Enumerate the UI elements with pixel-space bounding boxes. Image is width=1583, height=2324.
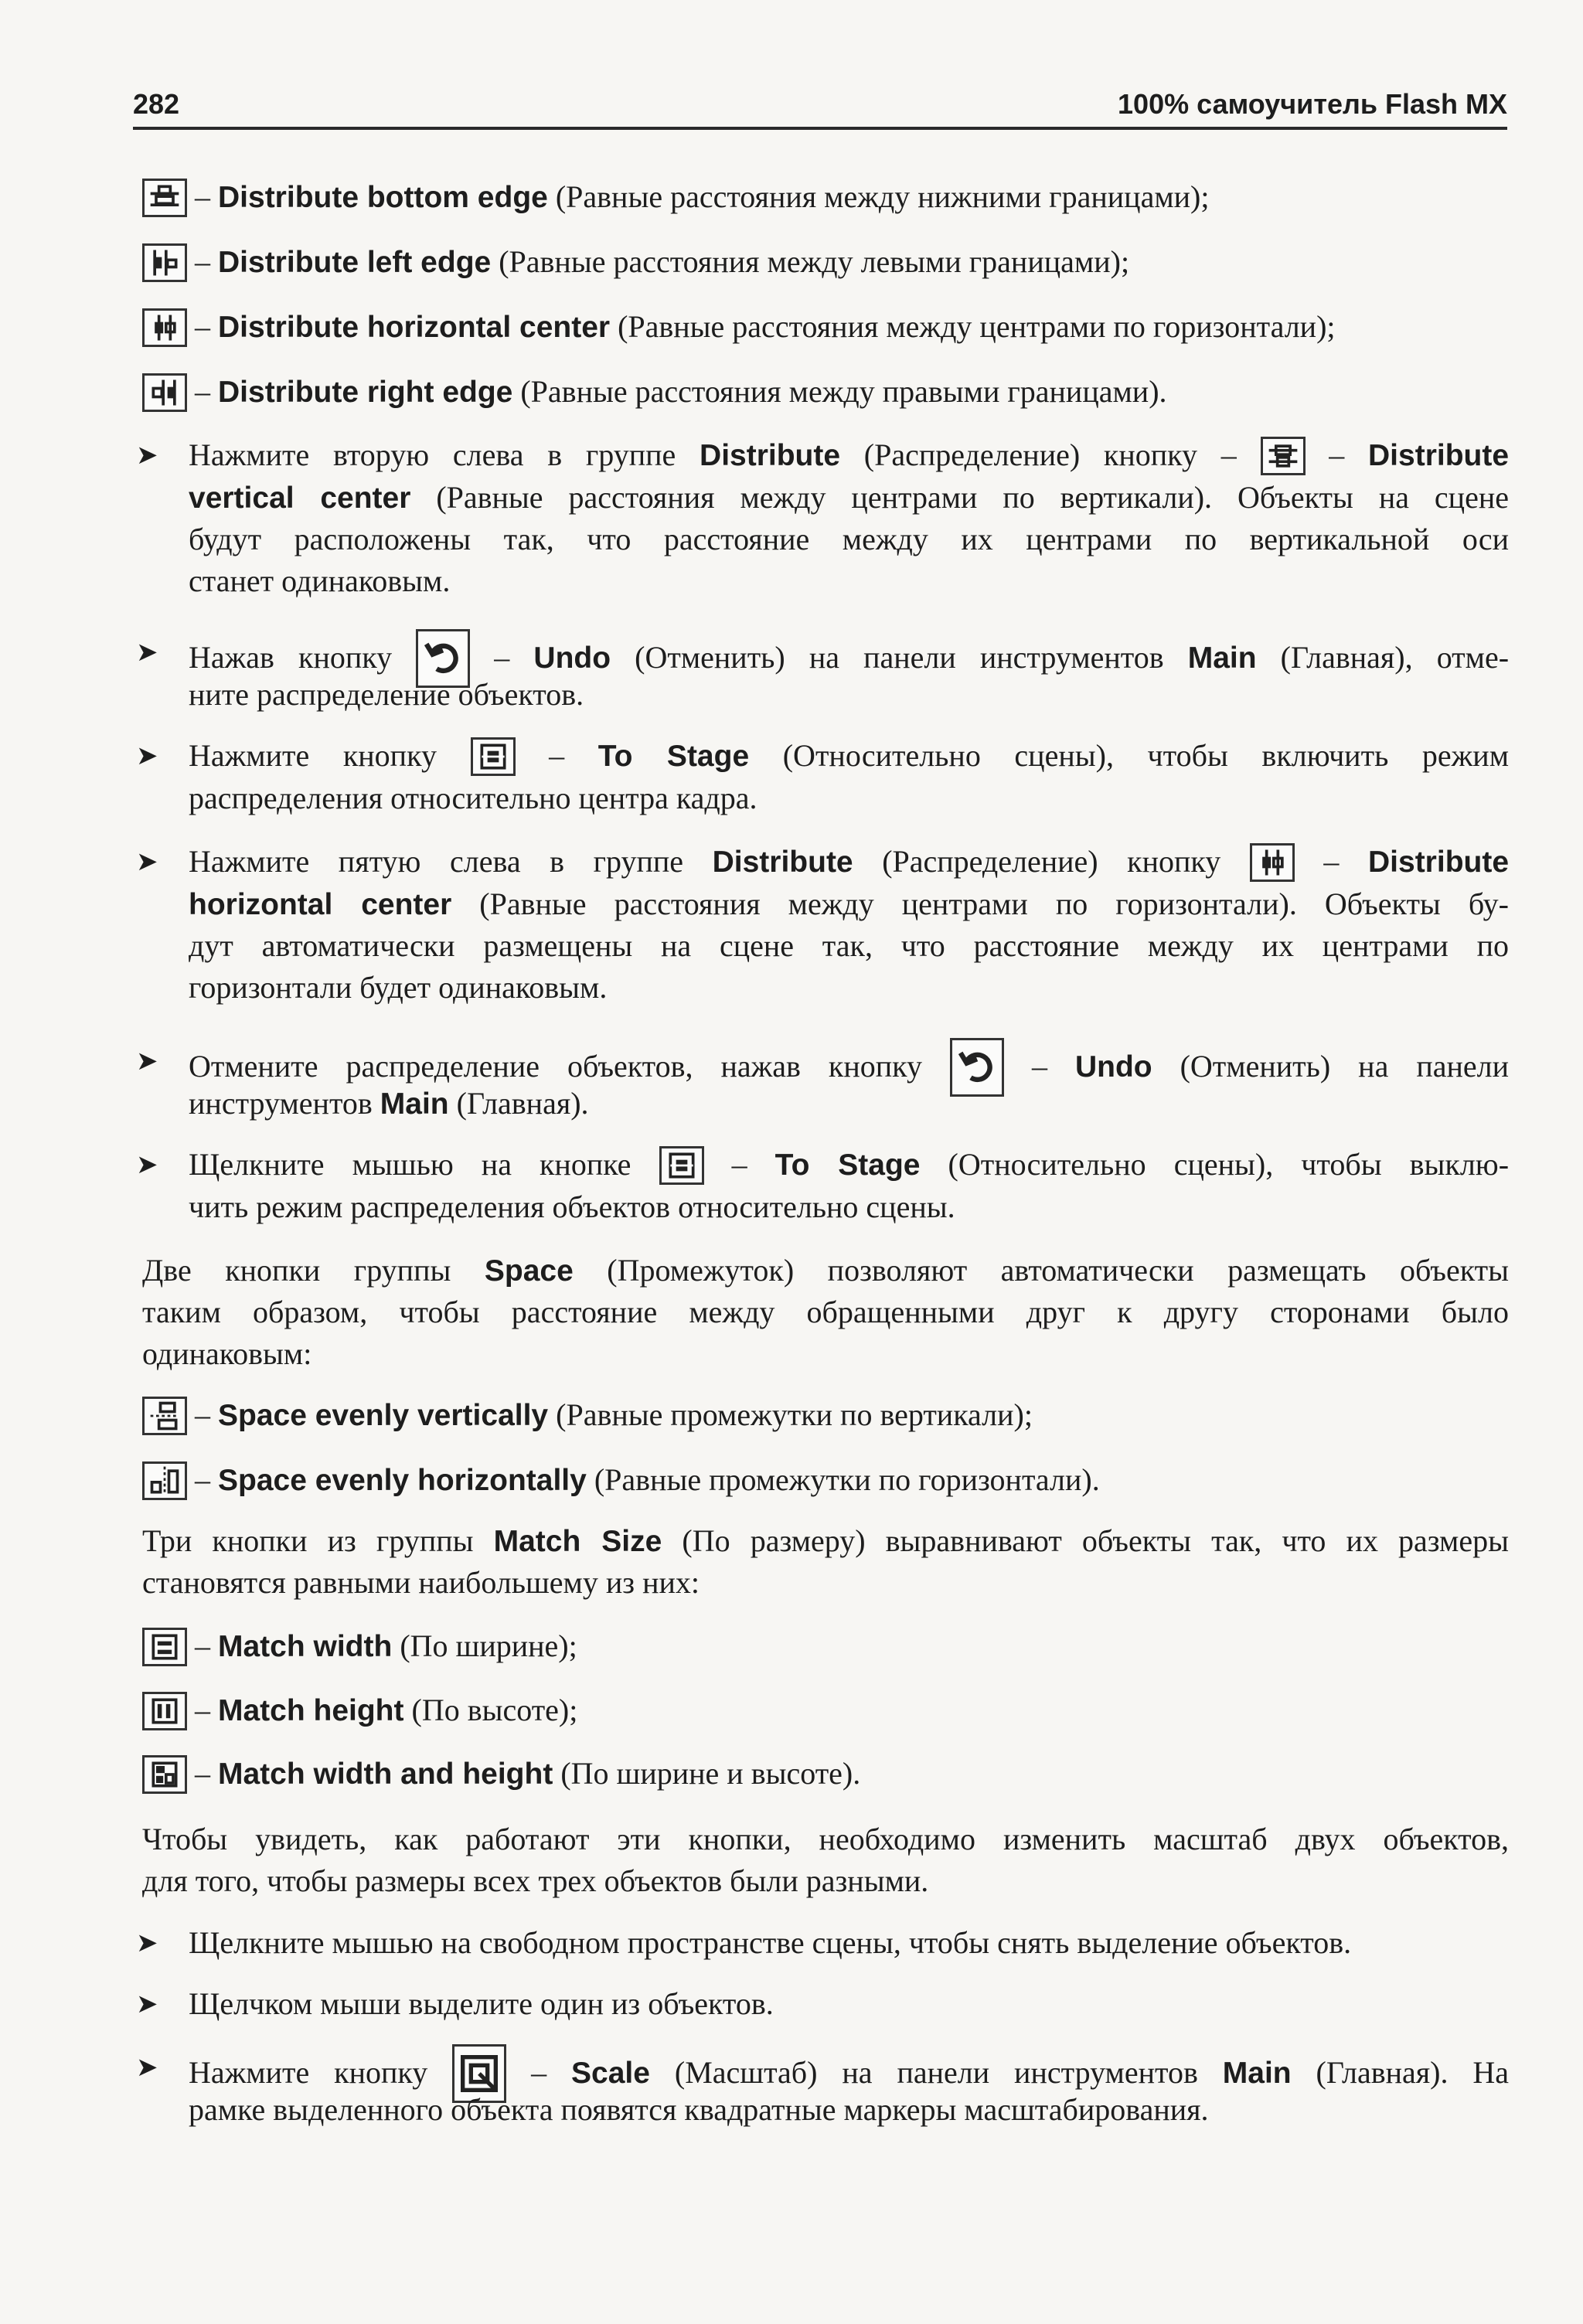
text-run: – xyxy=(1004,1049,1075,1084)
text-run: распределения относительно центра кадра. xyxy=(189,781,757,815)
step-line xyxy=(189,519,1509,560)
text-run: Две кнопки группы xyxy=(142,1253,485,1288)
paragraph-line xyxy=(142,1250,1509,1292)
step-line xyxy=(189,1922,1351,1964)
book-title: 100% самоучитель Flash MX xyxy=(1118,88,1507,120)
text-run: (Равные расстояния между нижними границами); xyxy=(547,179,1210,214)
text-run: (Равные расстояния между центрами по горизонтали). Объекты бу- xyxy=(451,886,1509,921)
text-run: (Равные расстояния между левыми границами); xyxy=(491,244,1130,279)
arrow-bullet-icon: ➤ xyxy=(136,1928,158,1958)
step-line xyxy=(189,735,1509,778)
to-stage-icon xyxy=(659,1146,704,1185)
text-run: ните распределение объектов. xyxy=(189,677,584,712)
text-run: (Равные расстояния между центрами по вертикали). Объекты на сцене xyxy=(410,480,1509,515)
step-line xyxy=(189,674,584,716)
term: Distribute right edge xyxy=(218,376,513,409)
text-run: рамке выделенного объекта появятся квадратные маркеры масштабирования. xyxy=(189,2092,1209,2127)
match-width-height-icon xyxy=(142,1755,187,1794)
text-run: (Главная), отме- xyxy=(1256,640,1510,675)
text-run: Щелкните мышью на кнопке xyxy=(189,1147,659,1182)
term: Distribute bottom edge xyxy=(218,181,548,214)
term: Distribute xyxy=(1368,439,1510,472)
text-run: Нажмите вторую слева в группе xyxy=(189,437,700,472)
term: Distribute left edge xyxy=(218,246,492,279)
text-run: одинаковым: xyxy=(142,1336,312,1371)
term: Match width and height xyxy=(218,1757,553,1791)
paragraph-line xyxy=(142,1291,1509,1333)
text-run: – xyxy=(703,1147,775,1182)
icon-list-item: – Match height (По высоте); xyxy=(142,1689,577,1733)
term: Space xyxy=(484,1254,574,1288)
term: Main xyxy=(380,1087,449,1121)
text-run: (Отменить) на панели xyxy=(1152,1049,1510,1084)
text-run: (Главная). На xyxy=(1291,2055,1510,2091)
icon-list-item: – Space evenly vertically (Равные промежутки по вертикали); xyxy=(142,1394,1033,1438)
text-run: (Относительно сцены), чтобы выклю- xyxy=(920,1147,1510,1182)
term: Space evenly horizontally xyxy=(218,1464,587,1497)
step-line xyxy=(189,1144,1509,1187)
paragraph-line xyxy=(142,1520,1509,1563)
match-height-icon xyxy=(142,1692,187,1730)
icon-list-item: – Space evenly horizontally (Равные промежутки по горизонтали). xyxy=(142,1459,1100,1502)
space-horizontal-icon xyxy=(142,1461,187,1500)
term: Space evenly vertically xyxy=(218,1399,549,1432)
text-run: – xyxy=(515,738,598,773)
step-line xyxy=(189,967,607,1009)
text-run: Чтобы увидеть, как работают эти кнопки, необходимо изменить масштаб двух объектов, xyxy=(142,1822,1509,1856)
arrow-bullet-icon: ➤ xyxy=(136,740,158,771)
step-line xyxy=(189,925,1509,967)
match-width-icon xyxy=(142,1628,187,1666)
text-run: (Главная). xyxy=(448,1086,589,1121)
text-run: (Промежуток) позволяют автоматически размещать объекты xyxy=(573,1253,1510,1288)
undo-icon xyxy=(950,1038,1004,1097)
text-run: (Масштаб) на панели инструментов xyxy=(649,2055,1223,2091)
paragraph-line xyxy=(142,1333,311,1375)
text-run: – xyxy=(506,2055,572,2091)
term: Scale xyxy=(571,2057,650,2091)
page-header xyxy=(133,87,1507,130)
text-run: – xyxy=(1294,844,1368,879)
text-run: – xyxy=(470,640,534,675)
step-line xyxy=(189,841,1509,884)
icon-list-item: – Match width (По ширине); xyxy=(142,1625,577,1669)
term: Undo xyxy=(1074,1050,1152,1084)
term: Match Size xyxy=(493,1525,662,1558)
icon-list-item: – Match width and height (По ширине и высоте). xyxy=(142,1753,860,1796)
step-line xyxy=(189,778,757,819)
term: Distribute horizontal center xyxy=(218,311,611,344)
distribute-vcenter-icon xyxy=(1261,437,1306,475)
text-run: (Распределение) кнопку – xyxy=(840,437,1261,472)
arrow-bullet-icon: ➤ xyxy=(136,1149,158,1180)
text-run: Нажмите кнопку xyxy=(189,2055,453,2091)
term: Distribute xyxy=(1368,846,1510,879)
step-line xyxy=(189,477,1509,519)
text-run: (По высоте); xyxy=(403,1693,578,1727)
step-line xyxy=(189,434,1509,478)
arrow-bullet-icon: ➤ xyxy=(136,1989,158,2019)
step-line xyxy=(189,883,1509,926)
text-run: Отмените распределение объектов, нажав кнопку xyxy=(189,1049,950,1084)
text-run: Три кнопки из группы xyxy=(142,1523,494,1558)
term: To Stage xyxy=(774,1148,921,1182)
text-run: (По ширине и высоте). xyxy=(553,1756,861,1791)
text-run: (Равные промежутки по горизонтали). xyxy=(586,1462,1100,1497)
text-run: (Равные расстояния между правыми границами). xyxy=(512,374,1167,409)
text-run: Нажмите пятую слева в группе xyxy=(189,844,713,879)
text-run: горизонтали будет одинаковым. xyxy=(189,970,608,1005)
icon-list-item: – Distribute left edge (Равные расстояния между левыми границами); xyxy=(142,241,1129,284)
step-line xyxy=(189,1983,774,2025)
distribute-hcenter-icon xyxy=(142,308,187,347)
step-line xyxy=(189,2089,1209,2131)
term: horizontal center xyxy=(189,888,452,921)
text-run: таким образом, чтобы расстояние между обращенными друг к другу сторонами было xyxy=(142,1295,1509,1329)
text-run: будут расположены так, что расстояние между их центрами по вертикальной оси xyxy=(189,522,1509,556)
to-stage-icon xyxy=(471,737,516,776)
term: Match width xyxy=(218,1630,393,1663)
text-run: чить режим распределения объектов относительно сцены. xyxy=(189,1189,955,1224)
distribute-right-icon xyxy=(142,373,187,412)
arrow-bullet-icon: ➤ xyxy=(136,846,158,877)
paragraph-line xyxy=(142,1860,928,1902)
arrow-bullet-icon: ➤ xyxy=(136,440,158,471)
icon-list-item: – Distribute horizontal center (Равные расстояния между центрами по горизонтали); xyxy=(142,306,1336,349)
text-run: Щелкните мышью на свободном пространстве сцены, чтобы снять выделение объектов. xyxy=(189,1925,1352,1960)
text-run: дут автоматически размещены на сцене так, что расстояние между их центрами по xyxy=(189,928,1509,963)
paragraph-line xyxy=(142,1819,1509,1860)
text-run: (Относительно сцены), чтобы включить режим xyxy=(749,738,1510,773)
text-run: Нажав кнопку xyxy=(189,640,417,675)
icon-list-item: – Distribute right edge (Равные расстояния между правыми границами). xyxy=(142,371,1167,414)
arrow-bullet-icon: ➤ xyxy=(136,2052,158,2083)
text-run: (Распределение) кнопку xyxy=(853,844,1250,879)
text-run: (Равные промежутки по вертикали); xyxy=(548,1397,1033,1432)
paragraph-line xyxy=(142,1562,700,1604)
step-line xyxy=(189,560,450,602)
step-line xyxy=(189,1186,955,1228)
term: Main xyxy=(1187,641,1257,675)
page-number: 282 xyxy=(133,88,180,120)
text-run: инструментов xyxy=(189,1086,380,1121)
term: Undo xyxy=(533,641,611,675)
text-run: (По размеру) выравнивают объекты так, что их размеры xyxy=(662,1523,1509,1558)
arrow-bullet-icon: ➤ xyxy=(136,637,158,668)
text-run: (Равные расстояния между центрами по горизонтали); xyxy=(610,309,1336,344)
text-run: для того, чтобы размеры всех трех объектов были разными. xyxy=(142,1863,929,1898)
term: Main xyxy=(1222,2057,1292,2091)
text-run: Щелчком мыши выделите один из объектов. xyxy=(189,1986,774,2021)
term: Distribute xyxy=(712,846,853,879)
space-vertical-icon xyxy=(142,1397,187,1435)
text-run: становятся равными наибольшему из них: xyxy=(142,1565,700,1600)
distribute-hcenter-icon xyxy=(1250,843,1295,882)
term: Distribute xyxy=(700,439,841,472)
text-run: станет одинаковым. xyxy=(189,563,451,598)
arrow-bullet-icon: ➤ xyxy=(136,1046,158,1077)
distribute-bottom-icon xyxy=(142,179,187,217)
icon-list-item: – Distribute bottom edge (Равные расстояния между нижними границами); xyxy=(142,176,1209,219)
text-run: – xyxy=(1305,437,1369,472)
term: Match height xyxy=(218,1694,404,1727)
step-line xyxy=(189,1083,589,1125)
text-run: Нажмите кнопку xyxy=(189,738,471,773)
distribute-left-icon xyxy=(142,243,187,282)
term: To Stage xyxy=(597,740,750,773)
text-run: (Отменить) на панели инструментов xyxy=(611,640,1188,675)
term: vertical center xyxy=(189,481,411,515)
text-run: (По ширине); xyxy=(392,1628,577,1663)
